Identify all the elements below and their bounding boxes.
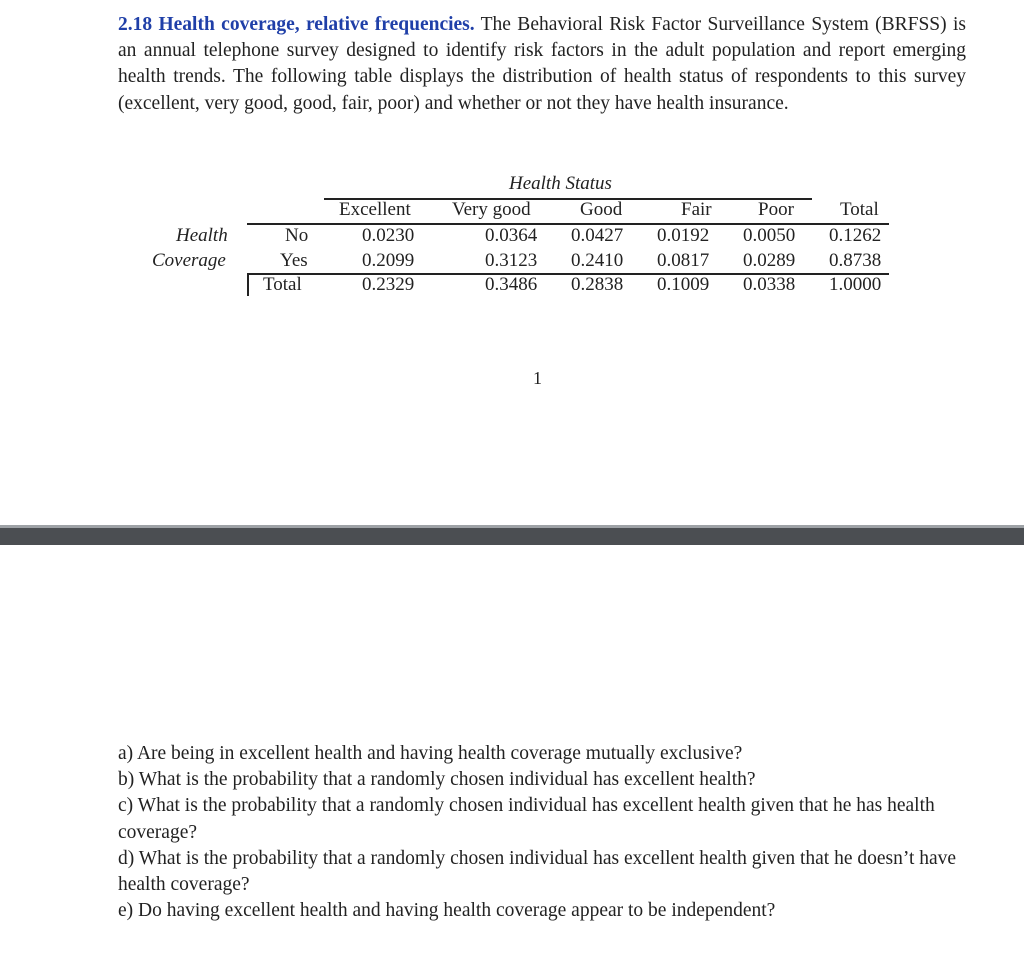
question-a: a) Are being in excellent health and having health coverage mutually exclusive?	[118, 743, 743, 764]
problem-heading: 2.18 Health coverage, relative frequencies.	[118, 14, 475, 35]
table-cell: 0.2329	[362, 274, 415, 295]
column-header-fair: Fair	[681, 199, 712, 220]
table-cell: 1.0000	[829, 274, 882, 295]
row-label-yes: Yes	[280, 250, 308, 271]
health-coverage-table	[0, 0, 1024, 300]
table-cell: 0.3123	[485, 250, 538, 271]
row-group-title-health: Health	[176, 225, 228, 246]
question-c: c) What is the probability that a randomly chosen individual has excellent health given that he has health coverage?	[118, 795, 935, 843]
table-cell: 0.1262	[829, 225, 882, 246]
page-divider	[0, 525, 1024, 545]
question-list	[118, 741, 966, 924]
table-cell: 0.1009	[657, 274, 710, 295]
table-cell: 0.2099	[362, 250, 415, 271]
table-cell: 0.0364	[485, 225, 538, 246]
row-group-title-coverage: Coverage	[152, 250, 226, 271]
table-cell: 0.2838	[571, 274, 624, 295]
page-divider-highlight	[0, 525, 1024, 528]
problem-body: The Behavioral Risk Factor Surveillance System (BRFSS) is an annual telephone survey designed to identify risk factors in the adult population and report emerging health trends. The following table displays the distribution of health status of respondents to this survey (excellent, very good, good, fair, poor) and whether or not they have health insurance.	[118, 14, 966, 114]
page-number: 1	[533, 368, 542, 388]
table-cell: 0.0230	[362, 225, 415, 246]
row-label-divider	[247, 274, 249, 296]
row-label-total: Total	[263, 274, 302, 295]
table-cell: 0.3486	[485, 274, 538, 295]
table-cell: 0.0192	[657, 225, 710, 246]
table-cell: 0.2410	[571, 250, 624, 271]
column-header-very-good: Very good	[452, 199, 531, 220]
table-cell: 0.0338	[743, 274, 796, 295]
table-cell: 0.8738	[829, 250, 882, 271]
table-cell: 0.0817	[657, 250, 710, 271]
question-e: e) Do having excellent health and having health coverage appear to be independent?	[118, 900, 776, 922]
column-group-title: Health Status	[509, 173, 612, 194]
table-cell: 0.0050	[743, 225, 796, 246]
question-b: b) What is the probability that a randomly chosen individual has excellent health?	[118, 769, 756, 791]
column-header-total: Total	[840, 199, 879, 220]
question-d: d) What is the probability that a randomly chosen individual has excellent health given that he doesn’t have health coverage?	[118, 847, 957, 896]
column-header-good: Good	[580, 199, 623, 220]
column-header-poor: Poor	[758, 199, 794, 220]
table-cell: 0.0289	[743, 250, 796, 271]
row-label-no: No	[285, 225, 309, 246]
column-header-excellent: Excellent	[339, 199, 411, 220]
document-page-2	[0, 545, 1024, 956]
table-cell: 0.0427	[571, 225, 624, 246]
